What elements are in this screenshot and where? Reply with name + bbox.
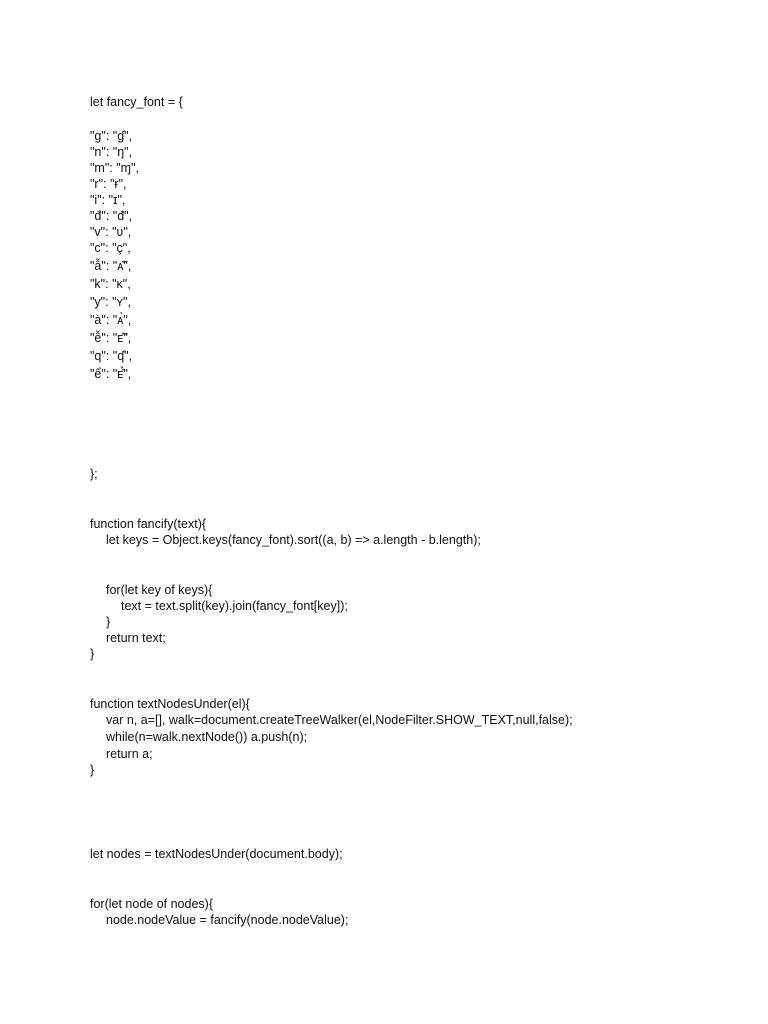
- code-line-fancify-signature: function fancify(text){: [90, 517, 207, 531]
- code-line-font-entry: "c": "ç",: [90, 241, 131, 255]
- code-line-fancify-return: return text;: [106, 631, 166, 645]
- code-line-textnodes-return: return a;: [106, 747, 153, 761]
- code-line-font-entry: "n": "ŋ",: [90, 145, 133, 159]
- code-line-font-entry: "à": "ᴀ̀",: [90, 313, 132, 327]
- code-line-fancify-keys: let keys = Object.keys(fancy_font).sort((a, b) => a.length - b.length);: [106, 533, 481, 547]
- code-line-font-declaration: let fancy_font = {: [90, 95, 183, 109]
- code-line-font-entry: "i": "ɪ",: [90, 193, 126, 207]
- code-line-fancify-close: }: [90, 647, 95, 661]
- code-line-fancify-for: for(let key of keys){: [106, 583, 213, 597]
- code-line-nodes: let nodes = textNodesUnder(document.body);: [90, 847, 343, 861]
- code-line-textnodes-signature: function textNodesUnder(el){: [90, 697, 250, 711]
- code-line-fancify-split: text = text.split(key).join(fancy_font[key]);: [121, 599, 348, 613]
- code-line-font-entry: "m": "ɱ",: [90, 161, 139, 175]
- code-line-font-closing: };: [90, 467, 98, 481]
- code-line-font-entry: "r": "ɍ",: [90, 177, 127, 191]
- code-line-font-entry: "v": "ʋ",: [90, 225, 132, 239]
- code-line-font-entry: "ễ": "ᴇ̃̂",: [90, 331, 132, 345]
- code-line-font-entry: "đ": "đ",: [90, 209, 133, 223]
- code-line-textnodes-var: var n, a=[], walk=document.createTreeWalker(el,NodeFilter.SHOW_TEXT,null,false);: [106, 713, 573, 727]
- code-line-textnodes-close: }: [90, 763, 95, 777]
- code-line-loop-assign: node.nodeValue = fancify(node.nodeValue);: [106, 913, 349, 927]
- code-line-font-entry: "ẫ": "ᴀ̃̂",: [90, 259, 132, 273]
- code-line-font-entry: "ể": "ᴇ̉̂",: [90, 367, 132, 381]
- code-line-font-entry: "k": "ᴋ",: [90, 277, 131, 291]
- code-line-font-entry: "q": "ʠ",: [90, 349, 133, 363]
- code-line-font-entry: "y": "ʏ",: [90, 295, 131, 309]
- code-line-loop-for: for(let node of nodes){: [90, 897, 213, 911]
- code-line-font-entry: "g": "ɠ",: [90, 129, 133, 143]
- code-line-fancify-for-close: }: [106, 615, 111, 629]
- code-line-textnodes-while: while(n=walk.nextNode()) a.push(n);: [106, 730, 308, 744]
